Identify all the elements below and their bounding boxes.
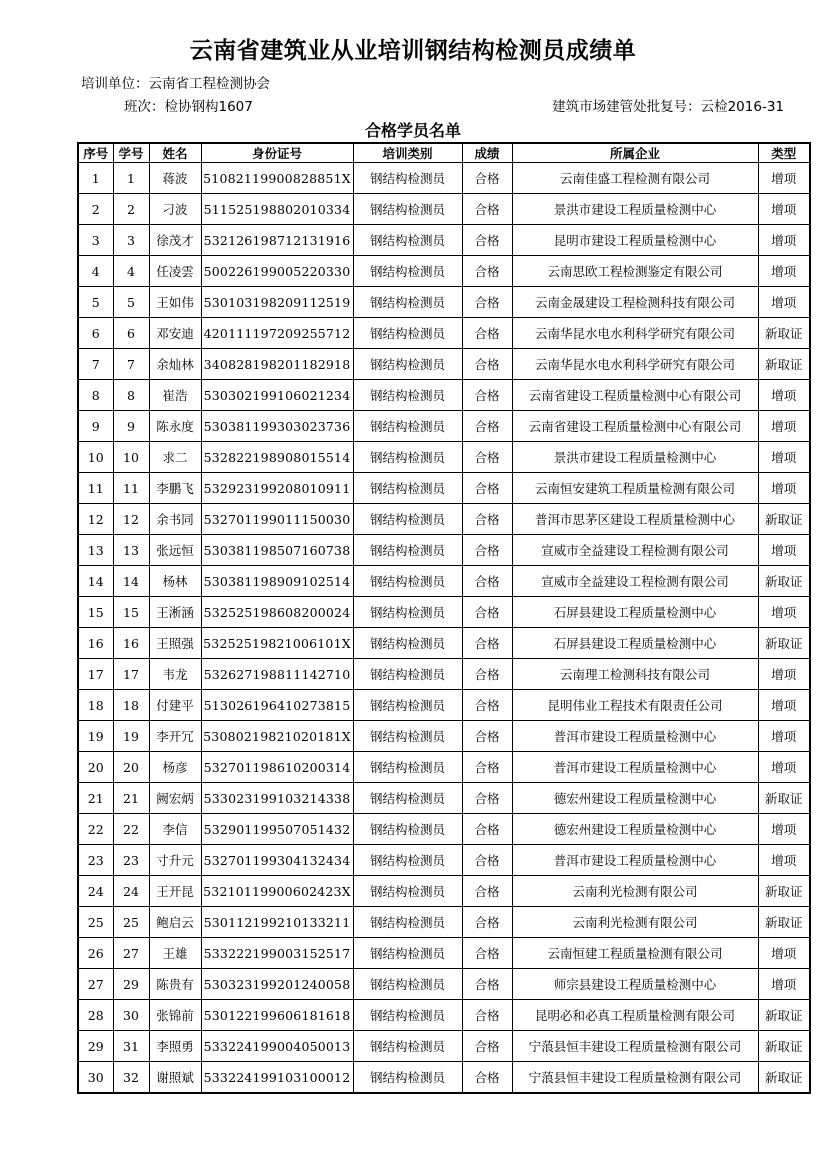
cell-training-category: 钢结构检测员: [353, 349, 462, 380]
cell-seq: 4: [78, 256, 113, 287]
cell-training-category: 钢结构检测员: [353, 628, 462, 659]
cell-company: 云南恒建工程质量检测有限公司: [512, 938, 758, 969]
table-row: [78, 907, 810, 938]
cell-company: 普洱市建设工程质量检测中心: [512, 752, 758, 783]
cell-name: 付建平: [149, 690, 201, 721]
cell-result: 合格: [462, 473, 512, 504]
cell-result: 合格: [462, 504, 512, 535]
table-body: [78, 163, 810, 1094]
cell-name: 刁波: [149, 194, 201, 225]
cell-student-no: 6: [113, 318, 149, 349]
cell-training-category: 钢结构检测员: [353, 659, 462, 690]
cell-training-category: 钢结构检测员: [353, 690, 462, 721]
cell-name: 蒋波: [149, 163, 201, 194]
cell-name: 任凌雲: [149, 256, 201, 287]
header-id-number: 身份证号: [201, 143, 353, 163]
cell-type: 新取证: [758, 628, 810, 659]
cell-student-no: 32: [113, 1062, 149, 1094]
cell-name: 韦龙: [149, 659, 201, 690]
cell-result: 合格: [462, 938, 512, 969]
table-row: [78, 256, 810, 287]
cell-name: 崔浩: [149, 380, 201, 411]
cell-company: 普洱市建设工程质量检测中心: [512, 721, 758, 752]
cell-company: 云南佳盛工程检测有限公司: [512, 163, 758, 194]
cell-company: 德宏州建设工程质量检测中心: [512, 783, 758, 814]
cell-type: 增项: [758, 752, 810, 783]
cell-result: 合格: [462, 752, 512, 783]
cell-company: 景洪市建设工程质量检测中心: [512, 194, 758, 225]
cell-training-category: 钢结构检测员: [353, 721, 462, 752]
cell-id-number: 532701199304132434: [201, 845, 353, 876]
cell-seq: 24: [78, 876, 113, 907]
table-row: [78, 318, 810, 349]
cell-training-category: 钢结构检测员: [353, 814, 462, 845]
cell-name: 阙宏炳: [149, 783, 201, 814]
cell-training-category: 钢结构检测员: [353, 411, 462, 442]
header-type: 类型: [758, 143, 810, 163]
cell-name: 王淅涵: [149, 597, 201, 628]
cell-training-category: 钢结构检测员: [353, 535, 462, 566]
cell-name: 杨林: [149, 566, 201, 597]
table-row: [78, 628, 810, 659]
cell-seq: 14: [78, 566, 113, 597]
cell-student-no: 23: [113, 845, 149, 876]
cell-company: 云南利光检测有限公司: [512, 907, 758, 938]
cell-name: 陈贵有: [149, 969, 201, 1000]
cell-company: 宣威市全益建设工程检测有限公司: [512, 566, 758, 597]
cell-name: 李信: [149, 814, 201, 845]
cell-training-category: 钢结构检测员: [353, 566, 462, 597]
cell-id-number: 53210119900602423X: [201, 876, 353, 907]
cell-result: 合格: [462, 845, 512, 876]
cell-type: 增项: [758, 225, 810, 256]
cell-seq: 15: [78, 597, 113, 628]
table-row: [78, 473, 810, 504]
cell-id-number: 51082119900828851X: [201, 163, 353, 194]
table-row: [78, 1062, 810, 1094]
cell-type: 新取证: [758, 907, 810, 938]
cell-type: 增项: [758, 287, 810, 318]
table-row: [78, 225, 810, 256]
cell-company: 昆明市建设工程质量检测中心: [512, 225, 758, 256]
cell-result: 合格: [462, 1062, 512, 1094]
cell-type: 新取证: [758, 504, 810, 535]
table-row: [78, 1031, 810, 1062]
cell-result: 合格: [462, 659, 512, 690]
cell-student-no: 24: [113, 876, 149, 907]
header-seq: 序号: [78, 143, 113, 163]
cell-student-no: 21: [113, 783, 149, 814]
cell-id-number: 530381198909102514: [201, 566, 353, 597]
cell-type: 增项: [758, 597, 810, 628]
cell-id-number: 533222199003152517: [201, 938, 353, 969]
table-row: [78, 814, 810, 845]
cell-result: 合格: [462, 225, 512, 256]
cell-student-no: 13: [113, 535, 149, 566]
cell-training-category: 钢结构检测员: [353, 318, 462, 349]
cell-result: 合格: [462, 256, 512, 287]
cell-type: 增项: [758, 969, 810, 1000]
cell-seq: 10: [78, 442, 113, 473]
cell-student-no: 7: [113, 349, 149, 380]
cell-training-category: 钢结构检测员: [353, 876, 462, 907]
table-row: [78, 690, 810, 721]
document-title: 云南省建筑业从业培训钢结构检测员成绩单: [189, 38, 637, 64]
cell-seq: 5: [78, 287, 113, 318]
table-row: [78, 845, 810, 876]
cell-type: 增项: [758, 845, 810, 876]
cell-company: 宁蒗县恒丰建设工程质量检测有限公司: [512, 1031, 758, 1062]
cell-result: 合格: [462, 349, 512, 380]
cell-student-no: 3: [113, 225, 149, 256]
cell-id-number: 532701199011150030: [201, 504, 353, 535]
cell-company: 景洪市建设工程质量检测中心: [512, 442, 758, 473]
cell-company: 宁蒗县恒丰建设工程质量检测有限公司: [512, 1062, 758, 1094]
table-row: [78, 752, 810, 783]
cell-training-category: 钢结构检测员: [353, 783, 462, 814]
cell-company: 云南省建设工程质量检测中心有限公司: [512, 380, 758, 411]
cell-company: 云南省建设工程质量检测中心有限公司: [512, 411, 758, 442]
cell-seq: 16: [78, 628, 113, 659]
cell-student-no: 27: [113, 938, 149, 969]
cell-type: 增项: [758, 938, 810, 969]
cell-name: 杨彦: [149, 752, 201, 783]
cell-company: 云南金晟建设工程检测科技有限公司: [512, 287, 758, 318]
cell-type: 新取证: [758, 783, 810, 814]
cell-result: 合格: [462, 318, 512, 349]
cell-name: 求二: [149, 442, 201, 473]
table-row: [78, 442, 810, 473]
table-row: [78, 721, 810, 752]
cell-training-category: 钢结构检测员: [353, 163, 462, 194]
cell-company: 云南华昆水电水利科学研究有限公司: [512, 318, 758, 349]
cell-type: 新取证: [758, 1062, 810, 1094]
cell-company: 普洱市建设工程质量检测中心: [512, 845, 758, 876]
cell-training-category: 钢结构检测员: [353, 907, 462, 938]
cell-id-number: 500226199005220330: [201, 256, 353, 287]
cell-seq: 21: [78, 783, 113, 814]
cell-type: 新取证: [758, 876, 810, 907]
cell-seq: 8: [78, 380, 113, 411]
cell-seq: 19: [78, 721, 113, 752]
cell-result: 合格: [462, 969, 512, 1000]
cell-training-category: 钢结构检测员: [353, 1031, 462, 1062]
cell-training-category: 钢结构检测员: [353, 473, 462, 504]
cell-result: 合格: [462, 814, 512, 845]
cell-company: 云南华昆水电水利科学研究有限公司: [512, 349, 758, 380]
cell-seq: 22: [78, 814, 113, 845]
cell-student-no: 14: [113, 566, 149, 597]
cell-company: 云南利光检测有限公司: [512, 876, 758, 907]
cell-company: 云南理工检测科技有限公司: [512, 659, 758, 690]
cell-student-no: 25: [113, 907, 149, 938]
cell-student-no: 8: [113, 380, 149, 411]
cell-id-number: 530302199106021234: [201, 380, 353, 411]
cell-training-category: 钢结构检测员: [353, 969, 462, 1000]
cell-company: 石屏县建设工程质量检测中心: [512, 597, 758, 628]
cell-seq: 9: [78, 411, 113, 442]
cell-name: 李鹏飞: [149, 473, 201, 504]
cell-seq: 11: [78, 473, 113, 504]
header-company: 所属企业: [512, 143, 758, 163]
class-info: 班次：检协钢构1607: [124, 99, 253, 115]
cell-id-number: 533023199103214338: [201, 783, 353, 814]
table-row: [78, 1000, 810, 1031]
cell-name: 鲍启云: [149, 907, 201, 938]
cell-training-category: 钢结构检测员: [353, 938, 462, 969]
cell-id-number: 532126198712131916: [201, 225, 353, 256]
cell-id-number: 533224199004050013: [201, 1031, 353, 1062]
cell-company: 师宗县建设工程质量检测中心: [512, 969, 758, 1000]
cell-company: 普洱市思茅区建设工程质量检测中心: [512, 504, 758, 535]
cell-student-no: 2: [113, 194, 149, 225]
cell-result: 合格: [462, 411, 512, 442]
cell-student-no: 20: [113, 752, 149, 783]
table-row: [78, 938, 810, 969]
cell-result: 合格: [462, 163, 512, 194]
cell-result: 合格: [462, 380, 512, 411]
cell-company: 昆明必和必真工程质量检测有限公司: [512, 1000, 758, 1031]
cell-student-no: 19: [113, 721, 149, 752]
table-row: [78, 876, 810, 907]
cell-student-no: 12: [113, 504, 149, 535]
cell-type: 新取证: [758, 566, 810, 597]
cell-result: 合格: [462, 442, 512, 473]
cell-seq: 6: [78, 318, 113, 349]
cell-name: 张锦前: [149, 1000, 201, 1031]
cell-name: 张远恒: [149, 535, 201, 566]
table-header-row: [78, 143, 810, 163]
cell-id-number: 530323199201240058: [201, 969, 353, 1000]
cell-type: 增项: [758, 535, 810, 566]
cell-id-number: 530103198209112519: [201, 287, 353, 318]
cell-name: 余书同: [149, 504, 201, 535]
cell-student-no: 22: [113, 814, 149, 845]
cell-training-category: 钢结构检测员: [353, 1000, 462, 1031]
cell-type: 增项: [758, 256, 810, 287]
table-row: [78, 597, 810, 628]
cell-id-number: 532822198908015514: [201, 442, 353, 473]
cell-id-number: 340828198201182918: [201, 349, 353, 380]
cell-id-number: 530381198507160738: [201, 535, 353, 566]
cell-seq: 29: [78, 1031, 113, 1062]
cell-id-number: 530381199303023736: [201, 411, 353, 442]
cell-seq: 7: [78, 349, 113, 380]
cell-id-number: 532701198610200314: [201, 752, 353, 783]
cell-seq: 20: [78, 752, 113, 783]
cell-training-category: 钢结构检测员: [353, 845, 462, 876]
cell-student-no: 1: [113, 163, 149, 194]
table-row: [78, 969, 810, 1000]
cell-student-no: 17: [113, 659, 149, 690]
cell-student-no: 11: [113, 473, 149, 504]
cell-training-category: 钢结构检测员: [353, 256, 462, 287]
cell-result: 合格: [462, 690, 512, 721]
cell-id-number: 532923199208010911: [201, 473, 353, 504]
cell-result: 合格: [462, 721, 512, 752]
cell-student-no: 29: [113, 969, 149, 1000]
training-unit: 培训单位：云南省工程检测协会: [81, 76, 270, 92]
header-name: 姓名: [149, 143, 201, 163]
table-row: [78, 349, 810, 380]
cell-type: 增项: [758, 163, 810, 194]
cell-type: 增项: [758, 442, 810, 473]
cell-result: 合格: [462, 1031, 512, 1062]
cell-seq: 26: [78, 938, 113, 969]
cell-result: 合格: [462, 194, 512, 225]
cell-training-category: 钢结构检测员: [353, 225, 462, 256]
cell-result: 合格: [462, 535, 512, 566]
cell-name: 余灿林: [149, 349, 201, 380]
table-row: [78, 566, 810, 597]
cell-training-category: 钢结构检测员: [353, 442, 462, 473]
table-row: [78, 194, 810, 225]
cell-id-number: 530122199606181618: [201, 1000, 353, 1031]
cell-result: 合格: [462, 628, 512, 659]
cell-type: 增项: [758, 659, 810, 690]
cell-company: 德宏州建设工程质量检测中心: [512, 814, 758, 845]
cell-company: 宣威市全益建设工程检测有限公司: [512, 535, 758, 566]
cell-id-number: 511525198802010334: [201, 194, 353, 225]
cell-company: 云南思欧工程检测鉴定有限公司: [512, 256, 758, 287]
cell-seq: 30: [78, 1062, 113, 1094]
cell-student-no: 5: [113, 287, 149, 318]
cell-type: 新取证: [758, 1000, 810, 1031]
cell-student-no: 10: [113, 442, 149, 473]
header-training-category: 培训类别: [353, 143, 462, 163]
cell-name: 邓安迪: [149, 318, 201, 349]
cell-student-no: 9: [113, 411, 149, 442]
cell-type: 增项: [758, 473, 810, 504]
table-row: [78, 535, 810, 566]
cell-result: 合格: [462, 1000, 512, 1031]
cell-training-category: 钢结构检测员: [353, 287, 462, 318]
table-row: [78, 659, 810, 690]
cell-id-number: 532901199507051432: [201, 814, 353, 845]
cell-student-no: 16: [113, 628, 149, 659]
approval-number: 建筑市场建管处批复号：云检2016-31: [552, 99, 784, 115]
cell-name: 徐茂才: [149, 225, 201, 256]
cell-seq: 3: [78, 225, 113, 256]
cell-type: 增项: [758, 690, 810, 721]
cell-type: 新取证: [758, 349, 810, 380]
list-title: 合格学员名单: [364, 121, 461, 140]
cell-name: 王照强: [149, 628, 201, 659]
cell-training-category: 钢结构检测员: [353, 1062, 462, 1094]
cell-seq: 2: [78, 194, 113, 225]
cell-seq: 18: [78, 690, 113, 721]
table-row: [78, 287, 810, 318]
cell-name: 李照勇: [149, 1031, 201, 1062]
cell-result: 合格: [462, 597, 512, 628]
cell-seq: 12: [78, 504, 113, 535]
table-row: [78, 504, 810, 535]
cell-name: 谢照斌: [149, 1062, 201, 1094]
cell-id-number: 532525198608200024: [201, 597, 353, 628]
table-row: [78, 783, 810, 814]
cell-type: 增项: [758, 411, 810, 442]
cell-result: 合格: [462, 876, 512, 907]
cell-type: 增项: [758, 194, 810, 225]
cell-student-no: 18: [113, 690, 149, 721]
cell-name: 王雄: [149, 938, 201, 969]
cell-name: 陈永度: [149, 411, 201, 442]
cell-result: 合格: [462, 783, 512, 814]
cell-name: 王开昆: [149, 876, 201, 907]
table-row: [78, 380, 810, 411]
cell-id-number: 53080219821020181X: [201, 721, 353, 752]
cell-seq: 13: [78, 535, 113, 566]
cell-id-number: 513026196410273815: [201, 690, 353, 721]
cell-result: 合格: [462, 287, 512, 318]
roster-table: [77, 142, 811, 1094]
cell-company: 昆明伟业工程技术有限责任公司: [512, 690, 758, 721]
cell-company: 石屏县建设工程质量检测中心: [512, 628, 758, 659]
header-result: 成绩: [462, 143, 512, 163]
cell-type: 新取证: [758, 1031, 810, 1062]
cell-training-category: 钢结构检测员: [353, 752, 462, 783]
cell-student-no: 4: [113, 256, 149, 287]
cell-id-number: 532627198811142710: [201, 659, 353, 690]
cell-seq: 1: [78, 163, 113, 194]
cell-training-category: 钢结构检测员: [353, 380, 462, 411]
cell-training-category: 钢结构检测员: [353, 194, 462, 225]
cell-id-number: 53252519821006101X: [201, 628, 353, 659]
cell-training-category: 钢结构检测员: [353, 504, 462, 535]
cell-name: 李开冗: [149, 721, 201, 752]
cell-type: 增项: [758, 721, 810, 752]
cell-type: 增项: [758, 814, 810, 845]
cell-student-no: 15: [113, 597, 149, 628]
cell-id-number: 420111197209255712: [201, 318, 353, 349]
cell-seq: 17: [78, 659, 113, 690]
cell-student-no: 31: [113, 1031, 149, 1062]
cell-id-number: 533224199103100012: [201, 1062, 353, 1094]
cell-type: 新取证: [758, 318, 810, 349]
cell-result: 合格: [462, 907, 512, 938]
table-row: [78, 411, 810, 442]
table-row: [78, 163, 810, 194]
cell-name: 王如伟: [149, 287, 201, 318]
header-student-no: 学号: [113, 143, 149, 163]
cell-training-category: 钢结构检测员: [353, 597, 462, 628]
cell-seq: 23: [78, 845, 113, 876]
cell-company: 云南恒安建筑工程质量检测有限公司: [512, 473, 758, 504]
cell-type: 增项: [758, 380, 810, 411]
cell-seq: 27: [78, 969, 113, 1000]
cell-seq: 25: [78, 907, 113, 938]
cell-student-no: 30: [113, 1000, 149, 1031]
cell-id-number: 530112199210133211: [201, 907, 353, 938]
cell-seq: 28: [78, 1000, 113, 1031]
cell-name: 寸升元: [149, 845, 201, 876]
cell-result: 合格: [462, 566, 512, 597]
